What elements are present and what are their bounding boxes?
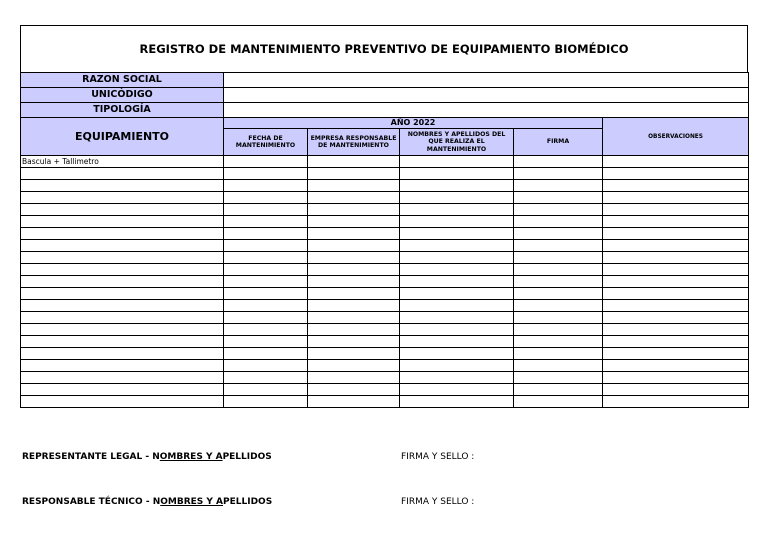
table-cell[interactable]	[603, 228, 749, 240]
observaciones-header: OBSERVACIONES	[603, 118, 749, 156]
table-cell[interactable]	[514, 300, 603, 312]
table-cell[interactable]	[603, 372, 749, 384]
table-cell[interactable]	[308, 396, 400, 408]
table-cell[interactable]	[308, 336, 400, 348]
table-cell[interactable]	[308, 204, 400, 216]
equipment-cell[interactable]	[21, 360, 224, 372]
table-cell[interactable]	[224, 384, 308, 396]
table-row	[21, 252, 749, 264]
table-cell[interactable]	[603, 156, 749, 168]
legal-representative-label: REPRESENTANTE LEGAL - NOMBRES Y APELLIDOS	[22, 452, 272, 462]
table-cell[interactable]	[224, 360, 308, 372]
table-cell[interactable]	[514, 372, 603, 384]
firma-sello-label-1: FIRMA Y SELLO :	[401, 452, 475, 462]
firma-header: FIRMA	[514, 129, 603, 156]
equipment-cell[interactable]	[21, 180, 224, 192]
table-cell[interactable]	[400, 372, 514, 384]
table-cell[interactable]	[224, 396, 308, 408]
table-cell[interactable]	[400, 288, 514, 300]
table-cell[interactable]	[514, 360, 603, 372]
table-cell[interactable]	[400, 204, 514, 216]
table-cell[interactable]	[514, 324, 603, 336]
table-cell[interactable]	[400, 252, 514, 264]
equipment-cell[interactable]	[21, 384, 224, 396]
fecha-header: FECHA DE MANTENIMIENTO	[224, 129, 308, 156]
table-row	[21, 360, 749, 372]
table-cell[interactable]	[308, 228, 400, 240]
title-box	[20, 25, 748, 73]
table-cell[interactable]	[224, 312, 308, 324]
table-cell[interactable]	[400, 360, 514, 372]
table-cell[interactable]	[603, 180, 749, 192]
equipment-cell[interactable]	[21, 372, 224, 384]
table-cell[interactable]	[224, 372, 308, 384]
table-cell[interactable]	[514, 264, 603, 276]
table-row	[21, 228, 749, 240]
table-cell[interactable]	[514, 276, 603, 288]
table-row	[21, 288, 749, 300]
equipment-cell[interactable]	[21, 312, 224, 324]
equipment-cell[interactable]	[21, 288, 224, 300]
table-cell[interactable]	[308, 240, 400, 252]
table-cell[interactable]	[514, 168, 603, 180]
table-row	[21, 180, 749, 192]
table-cell[interactable]	[400, 384, 514, 396]
table-row	[21, 312, 749, 324]
table-cell[interactable]	[603, 168, 749, 180]
table-row	[21, 348, 749, 360]
table-row	[21, 324, 749, 336]
table-cell[interactable]	[308, 276, 400, 288]
table-row	[21, 168, 749, 180]
table-cell[interactable]	[224, 240, 308, 252]
table-cell[interactable]	[400, 180, 514, 192]
table-row	[21, 156, 749, 168]
table-cell[interactable]	[224, 336, 308, 348]
equipment-cell[interactable]	[21, 216, 224, 228]
equipment-cell[interactable]	[21, 324, 224, 336]
table-cell[interactable]	[603, 300, 749, 312]
technical-responsible-label: RESPONSABLE TÉCNICO - NOMBRES Y APELLIDOS	[22, 497, 273, 507]
table-cell[interactable]	[308, 324, 400, 336]
unicodigo-value[interactable]	[224, 88, 749, 103]
table-cell[interactable]	[224, 348, 308, 360]
table-cell[interactable]	[400, 336, 514, 348]
unicodigo-label: UNICÓDIGO	[21, 88, 224, 103]
table-row	[21, 204, 749, 216]
equipamiento-header: EQUIPAMIENTO	[21, 118, 224, 156]
table-row	[21, 276, 749, 288]
table-cell[interactable]	[400, 324, 514, 336]
table-row	[21, 396, 749, 408]
page-title: REGISTRO DE MANTENIMIENTO PREVENTIVO DE EQUIPAMIENTO BIOMÉDICO	[139, 42, 629, 56]
table-cell[interactable]	[400, 348, 514, 360]
table-cell[interactable]	[400, 216, 514, 228]
equipment-cell[interactable]	[21, 276, 224, 288]
table-cell[interactable]	[603, 384, 749, 396]
table-cell[interactable]	[308, 168, 400, 180]
tipologia-value[interactable]	[224, 103, 749, 118]
table-cell[interactable]	[400, 240, 514, 252]
table-cell[interactable]	[514, 240, 603, 252]
table-cell[interactable]	[514, 288, 603, 300]
table-row	[21, 216, 749, 228]
table-cell[interactable]	[514, 228, 603, 240]
table-cell[interactable]	[400, 264, 514, 276]
table-cell[interactable]	[308, 312, 400, 324]
table-cell[interactable]	[308, 384, 400, 396]
equipment-cell[interactable]	[21, 204, 224, 216]
table-cell[interactable]	[514, 156, 603, 168]
table-row	[21, 192, 749, 204]
info-row-tipologia	[21, 103, 749, 118]
table-cell[interactable]	[224, 168, 308, 180]
table-cell[interactable]	[308, 288, 400, 300]
table-cell[interactable]	[308, 192, 400, 204]
table-cell[interactable]	[308, 360, 400, 372]
table-cell[interactable]	[603, 336, 749, 348]
table-cell[interactable]	[224, 252, 308, 264]
table-cell[interactable]	[514, 396, 603, 408]
table-cell[interactable]	[224, 276, 308, 288]
table-cell[interactable]	[603, 288, 749, 300]
table-row	[21, 300, 749, 312]
table-cell[interactable]	[514, 348, 603, 360]
table-row	[21, 372, 749, 384]
equipment-cell[interactable]	[21, 192, 224, 204]
empresa-header: EMPRESA RESPONSABLE DE MANTENIMIENTO	[308, 129, 400, 156]
equipment-cell[interactable]	[21, 300, 224, 312]
table-cell[interactable]	[308, 372, 400, 384]
table-cell[interactable]	[603, 240, 749, 252]
info-row-razon-social	[21, 73, 749, 88]
table-cell[interactable]	[514, 384, 603, 396]
table-cell[interactable]	[514, 312, 603, 324]
table-cell[interactable]	[514, 252, 603, 264]
table-row	[21, 240, 749, 252]
table-cell[interactable]	[603, 276, 749, 288]
table-cell[interactable]	[400, 300, 514, 312]
table-cell[interactable]	[224, 324, 308, 336]
equipment-cell[interactable]	[21, 228, 224, 240]
table-cell[interactable]	[603, 204, 749, 216]
table-cell[interactable]	[514, 192, 603, 204]
table-cell[interactable]	[308, 264, 400, 276]
equipment-cell[interactable]	[21, 264, 224, 276]
table-cell[interactable]	[308, 348, 400, 360]
equipment-cell[interactable]	[21, 348, 224, 360]
table-row	[21, 384, 749, 396]
equipment-cell[interactable]	[21, 252, 224, 264]
table-cell[interactable]	[603, 312, 749, 324]
table-cell[interactable]	[400, 312, 514, 324]
table-cell[interactable]	[514, 336, 603, 348]
table-cell[interactable]	[514, 204, 603, 216]
table-cell[interactable]	[400, 156, 514, 168]
razon-social-value[interactable]	[224, 73, 749, 88]
table-cell[interactable]	[603, 192, 749, 204]
table-cell[interactable]	[400, 168, 514, 180]
table-cell[interactable]	[603, 324, 749, 336]
table-cell[interactable]	[224, 228, 308, 240]
equipment-cell[interactable]: Bascula + Tallimetro	[21, 156, 224, 168]
table-cell[interactable]	[514, 216, 603, 228]
table-cell[interactable]	[224, 156, 308, 168]
table-cell[interactable]	[224, 192, 308, 204]
table-cell[interactable]	[224, 216, 308, 228]
header-row-year	[21, 118, 749, 129]
table-cell[interactable]	[603, 216, 749, 228]
nombres-header: NOMBRES Y APELLIDOS DEL QUE REALIZA EL MANTENIMIENTO	[400, 129, 514, 156]
year-header: AÑO 2022	[224, 118, 603, 129]
table-cell[interactable]	[224, 204, 308, 216]
table-cell[interactable]	[603, 396, 749, 408]
table-cell[interactable]	[514, 180, 603, 192]
table-cell[interactable]	[308, 216, 400, 228]
table-cell[interactable]	[603, 348, 749, 360]
info-row-unicodigo	[21, 88, 749, 103]
table-cell[interactable]	[400, 276, 514, 288]
table-cell[interactable]	[308, 156, 400, 168]
equipment-cell[interactable]	[21, 168, 224, 180]
maintenance-table	[20, 72, 749, 408]
table-cell[interactable]	[603, 264, 749, 276]
table-cell[interactable]	[400, 396, 514, 408]
razon-social-label: RAZON SOCIAL	[21, 73, 224, 88]
table-cell[interactable]	[603, 360, 749, 372]
table-cell[interactable]	[224, 300, 308, 312]
table-row	[21, 264, 749, 276]
table-cell[interactable]	[603, 252, 749, 264]
table-cell[interactable]	[308, 180, 400, 192]
tipologia-label: TIPOLOGÍA	[21, 103, 224, 118]
equipment-cell[interactable]	[21, 396, 224, 408]
table-cell[interactable]	[224, 264, 308, 276]
table-cell[interactable]	[400, 228, 514, 240]
table-row	[21, 336, 749, 348]
equipment-cell[interactable]	[21, 240, 224, 252]
table-cell[interactable]	[308, 252, 400, 264]
equipment-cell[interactable]	[21, 336, 224, 348]
table-cell[interactable]	[224, 180, 308, 192]
table-cell[interactable]	[308, 300, 400, 312]
firma-sello-label-2: FIRMA Y SELLO :	[401, 497, 475, 507]
table-cell[interactable]	[224, 288, 308, 300]
table-cell[interactable]	[400, 192, 514, 204]
